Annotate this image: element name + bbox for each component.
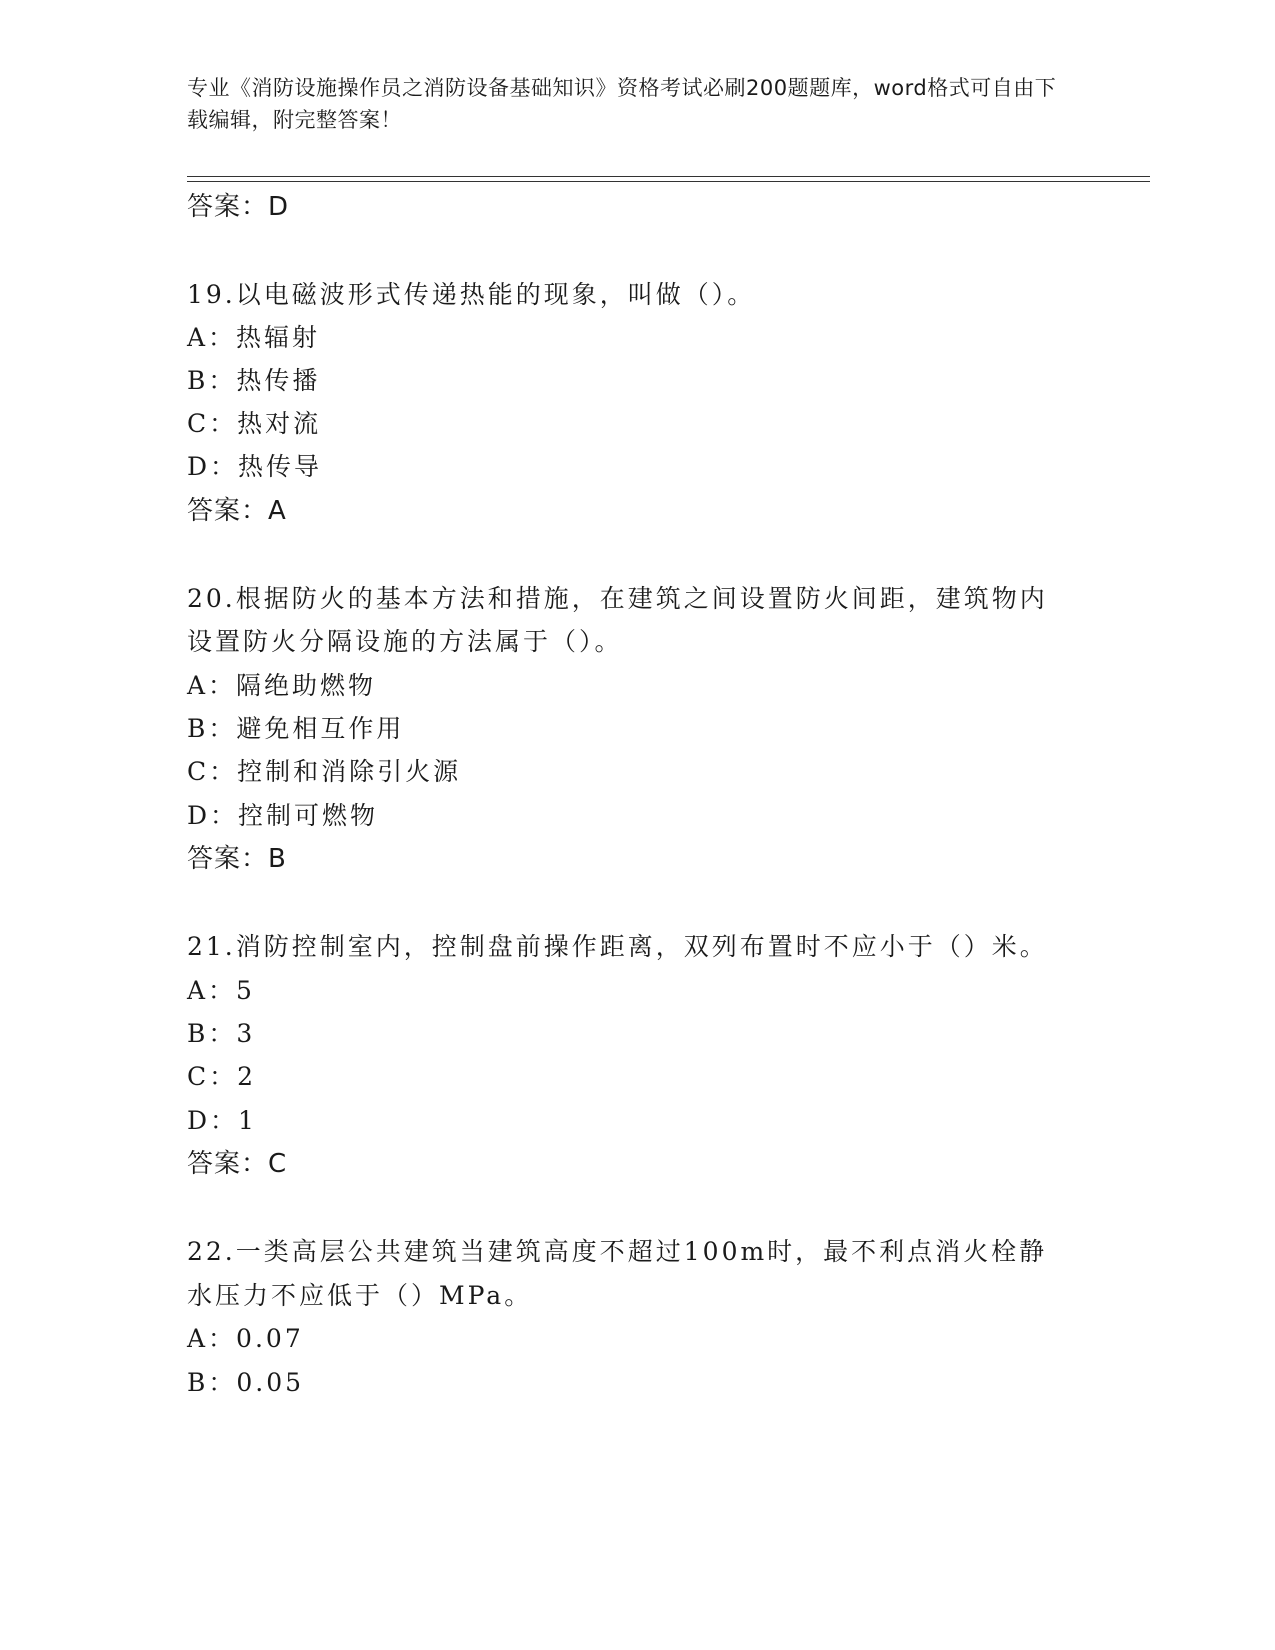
question-20-option-c: C：控制和消除引火源 bbox=[187, 757, 462, 786]
question-19-stem: 19.以电磁波形式传递热能的现象，叫做（）。 bbox=[187, 280, 756, 309]
question-22-option-a: A：0.07 bbox=[187, 1324, 304, 1353]
answer-19: 答案：A bbox=[187, 496, 287, 526]
question-22-stem-line2: 水压力不应低于（）MPa。 bbox=[187, 1281, 533, 1310]
question-20-stem-line2: 设置防火分隔设施的方法属于（）。 bbox=[187, 627, 623, 656]
answer-20: 答案：B bbox=[187, 844, 287, 874]
question-21-option-c: C：2 bbox=[187, 1062, 257, 1091]
question-21-option-d: D：1 bbox=[187, 1106, 257, 1135]
question-20-option-b: B：避免相互作用 bbox=[187, 714, 405, 743]
answer-18: 答案：D bbox=[187, 192, 290, 222]
question-19-option-c: C：热对流 bbox=[187, 409, 322, 438]
question-19-option-a: A：热辐射 bbox=[187, 323, 321, 352]
question-20-option-d: D：控制可燃物 bbox=[187, 801, 379, 830]
question-21-stem: 21.消防控制室内，控制盘前操作距离，双列布置时不应小于（）米。 bbox=[187, 932, 1048, 961]
question-19-option-b: B：热传播 bbox=[187, 366, 321, 395]
document-header: 专业《消防设施操作员之消防设备基础知识》资格考试必刷200题题库，word格式可自由下载编辑，附完整答案！ bbox=[187, 76, 1057, 132]
question-22-stem-line1: 22.一类高层公共建筑当建筑高度不超过100m时，最不利点消火栓静 bbox=[187, 1237, 1048, 1266]
question-20-stem-line1: 20.根据防火的基本方法和措施，在建筑之间设置防火间距，建筑物内 bbox=[187, 584, 1048, 613]
question-21-option-a: A：5 bbox=[187, 976, 255, 1005]
question-19-option-d: D：热传导 bbox=[187, 452, 323, 481]
header-divider-top bbox=[187, 176, 1150, 177]
answer-21: 答案：C bbox=[187, 1149, 288, 1179]
question-22-option-b: B：0.05 bbox=[187, 1368, 305, 1397]
question-21-option-b: B：3 bbox=[187, 1019, 256, 1048]
header-divider-bottom bbox=[187, 181, 1150, 182]
question-20-option-a: A：隔绝助燃物 bbox=[187, 671, 377, 700]
